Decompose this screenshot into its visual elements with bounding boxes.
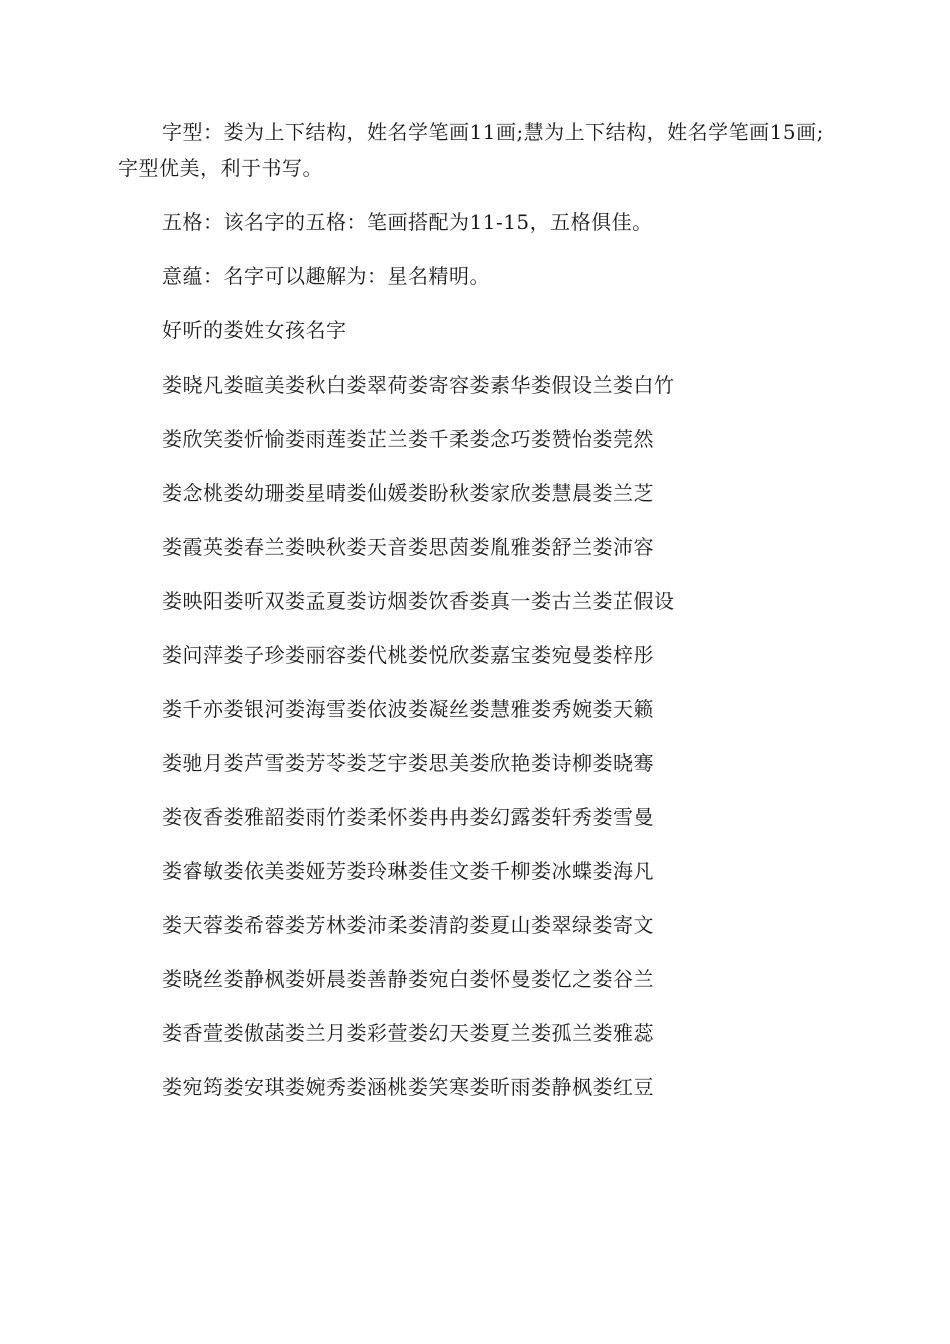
- name-line: 娄映阳娄听双娄孟夏娄访烟娄饮香娄真一娄古兰娄芷假设: [162, 589, 675, 613]
- paragraph-yiyun: 意蕴：名字可以趣解为：星名精明。: [162, 264, 490, 288]
- name-line: 娄天蓉娄希蓉娄芳林娄沛柔娄清韵娄夏山娄翠绿娄寄文: [162, 913, 654, 937]
- name-line: 娄欣笑娄忻愉娄雨莲娄芷兰娄千柔娄念巧娄赞怡娄莞然: [162, 427, 654, 451]
- name-line: 娄晓凡娄暄美娄秋白娄翠荷娄寄容娄素华娄假设兰娄白竹: [162, 373, 675, 397]
- name-line: 娄夜香娄雅韶娄雨竹娄柔怀娄冉冉娄幻露娄轩秀娄雪曼: [162, 805, 654, 829]
- name-line: 娄念桃娄幼珊娄星晴娄仙媛娄盼秋娄家欣娄慧晨娄兰芝: [162, 481, 654, 505]
- section-heading: 好听的娄姓女孩名字: [162, 318, 347, 342]
- name-line: 娄晓丝娄静枫娄妍晨娄善静娄宛白娄怀曼娄忆之娄谷兰: [162, 967, 654, 991]
- name-line: 娄千亦娄银河娄海雪娄依波娄凝丝娄慧雅娄秀婉娄天籁: [162, 697, 654, 721]
- paragraph-wuge: 五格：该名字的五格：笔画搭配为11-15，五格俱佳。: [162, 210, 653, 234]
- name-line: 娄香萱娄傲菡娄兰月娄彩萱娄幻天娄夏兰娄孤兰娄雅蕊: [162, 1021, 654, 1045]
- name-line: 娄宛筠娄安琪娄婉秀娄涵桃娄笑寒娄昕雨娄静枫娄红豆: [162, 1075, 654, 1099]
- paragraph-zixing: 字型：娄为上下结构，姓名学笔画11画;慧为上下结构，姓名学笔画15画;字型优美，利于书写。: [118, 120, 824, 180]
- name-line: 娄问萍娄子珍娄丽容娄代桃娄悦欣娄嘉宝娄宛曼娄梓彤: [162, 643, 654, 667]
- name-line: 娄睿敏娄依美娄娅芳娄玲琳娄佳文娄千柳娄冰蝶娄海凡: [162, 859, 654, 883]
- name-line: 娄驰月娄芦雪娄芳苓娄芝宇娄思美娄欣艳娄诗柳娄晓骞: [162, 751, 654, 775]
- name-line: 娄霞英娄春兰娄映秋娄天音娄思茵娄胤雅娄舒兰娄沛容: [162, 535, 654, 559]
